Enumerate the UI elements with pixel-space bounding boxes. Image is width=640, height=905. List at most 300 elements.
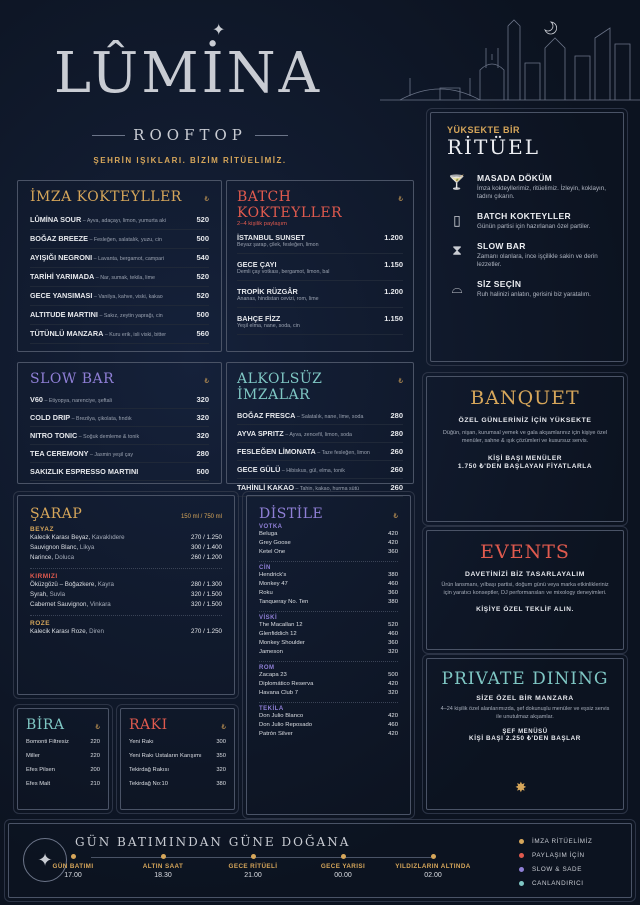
divider	[259, 611, 398, 612]
timeline-dot	[341, 854, 346, 859]
wine-origin: Kavaklıdere	[91, 534, 125, 541]
item-desc: – Vanilya, kahve, viski, kakao	[92, 294, 163, 300]
drink-name: Yeni Rakı	[129, 739, 154, 745]
ritual-item-desc: Zamanı olanlara, ince işçilikle sakin ve derin lezzetler.	[477, 253, 598, 268]
raki-list	[129, 739, 226, 795]
item-desc: Demli çay votkası, bergamot, limon, bal	[237, 269, 330, 275]
legend	[519, 834, 629, 890]
wine-name: Syrah, Suvla	[30, 591, 66, 598]
ritual-item	[447, 241, 607, 269]
wine-price: 320 / 1.500	[191, 601, 222, 608]
spirit-price: 380	[388, 599, 398, 605]
item-name: TEA CEREMONY – Jasmin yeşil çay	[30, 449, 133, 458]
menu-item	[237, 260, 403, 281]
item-price: 260	[390, 447, 403, 456]
item-price: 500	[196, 234, 209, 243]
spirit-item	[259, 549, 398, 558]
banquet-desc: Düğün, nişan, kurumsal yemek ve gala akşamlarınız için kişiye özel menüler, sahne & ışık çözümleri ve kusursuz servis.	[442, 430, 608, 444]
spirit-item	[259, 540, 398, 549]
wine-item	[30, 591, 222, 601]
distile-panel	[246, 495, 411, 815]
drink-price: 350	[216, 753, 226, 759]
slowbar-currency: ₺	[204, 378, 209, 385]
ritual-title: RİTÜEL	[447, 135, 541, 159]
spirit-group-title: TEKİLA	[259, 706, 284, 712]
item-price: 500	[196, 310, 209, 319]
timeline-step	[393, 854, 473, 879]
item-price: 520	[196, 272, 209, 281]
spirit-name: Monkey 47	[259, 581, 288, 587]
events-desc: Ürün lansmanı, yılbaşı partisi, doğum günü veya marka etkinlikleriniz için yaratıcı konseptler, DJ performansları ve mixology deneyimleri.	[441, 582, 609, 596]
raki-panel	[120, 708, 235, 810]
imza-panel	[17, 180, 222, 352]
ritual-item	[447, 279, 607, 299]
drink-price: 300	[216, 739, 226, 745]
item-price: 320	[196, 413, 209, 422]
item-name: TARİHİ YARIMADA – Nar, sumak, tekila, lime	[30, 272, 155, 281]
legend-item	[519, 848, 629, 862]
spirit-name: Don Julio Reposado	[259, 722, 313, 728]
ritual-item-desc: Günün partisi için hazırlanan özel partiler.	[477, 223, 591, 230]
spirit-name: Beluga	[259, 531, 278, 537]
menu-item-row	[237, 287, 403, 296]
wine-name: Kalecik Karası Roze, Diren	[30, 628, 104, 635]
legend-label: CANLANDIRICI	[532, 879, 584, 887]
item-desc: – Sakız, zeytin yaprağı, cin	[97, 313, 163, 319]
item-name: İSTANBUL SUNSET	[237, 233, 305, 242]
spirit-item	[259, 631, 398, 640]
item-name: NITRO TONIC – Soğuk demleme & tonik	[30, 431, 140, 440]
ritual-text	[477, 211, 591, 231]
spirit-item	[259, 640, 398, 649]
bira-list	[26, 739, 100, 795]
timeline-dot	[71, 854, 76, 859]
item-desc: Yeşil elma, nane, soda, cin	[237, 323, 300, 329]
spirit-item	[259, 581, 398, 590]
item-name: AYVA SPRITZ – Ayva, zencefil, limon, soda	[237, 429, 352, 438]
spirit-name: Ketel One	[259, 549, 286, 555]
divider	[259, 561, 398, 562]
wine-price: 260 / 1.200	[191, 554, 222, 561]
wine-origin: Doluca	[54, 554, 75, 561]
timeline-step	[33, 854, 113, 879]
item-desc: – Soğuk demleme & tonik	[77, 434, 140, 440]
item-name: ALTITUDE MARTINI – Sakız, zeytin yaprağı, cin	[30, 310, 163, 319]
spirit-price: 320	[388, 690, 398, 696]
wine-origin: Likya	[79, 544, 95, 551]
legend-item	[519, 834, 629, 848]
menu-item	[30, 391, 209, 409]
wine-origin: Diren	[89, 628, 104, 635]
item-name: BOĞAZ FRESCA – Salatalık, nane, lime, soda	[237, 411, 364, 420]
item-desc: – Hibiskus, gül, elma, tonik	[280, 468, 345, 474]
legend-dot	[519, 853, 524, 858]
timeline-time: 02.00	[424, 872, 442, 879]
ritual-text	[477, 241, 607, 269]
menu-item	[30, 306, 209, 325]
ritual-item-desc: İmza kokteyllerimiz, ritüelimiz. İzleyin, koklayın, tadını çıkarın.	[477, 185, 606, 200]
wine-origin: Suvla	[49, 591, 66, 598]
item-name: BAHÇE FİZZ	[237, 314, 281, 323]
item-desc: Ananas, hindistan cevizi, rom, lime	[237, 296, 319, 302]
item-price: 280	[196, 449, 209, 458]
divider	[259, 661, 398, 662]
drink-item	[129, 767, 226, 781]
private-subtitle: SİZE ÖZEL BİR MANZARA	[476, 695, 574, 702]
divider	[30, 568, 222, 569]
bira-currency: ₺	[95, 724, 100, 731]
item-name: TROPİK RÜZGÂR	[237, 287, 298, 296]
events-cta: KİŞİYE ÖZEL TEKLİF ALIN.	[476, 606, 574, 613]
events-subtitle: DAVETİNİZİ BİZ TASARLAYALIM	[464, 571, 586, 578]
drink-name: Bomonti Filtresiz	[26, 739, 69, 745]
timeline-time: 18.30	[154, 872, 172, 879]
drink-item	[129, 781, 226, 795]
ritual-panel	[430, 112, 624, 362]
menu-item	[237, 461, 403, 479]
ritual-list	[447, 173, 607, 299]
spirit-price: 320	[388, 649, 398, 655]
menu-item	[30, 230, 209, 249]
legend-dot	[519, 881, 524, 886]
spirit-name: The Macallan 12	[259, 622, 303, 628]
drink-item	[129, 739, 226, 753]
timeline-time: 21.00	[244, 872, 262, 879]
timeline-time: 00.00	[334, 872, 352, 879]
banquet-subtitle: ÖZEL GÜNLERİNİZ İÇİN YÜKSEKTE	[458, 417, 592, 424]
menu-item-row	[237, 314, 403, 323]
spirit-name: Monkey Shoulder	[259, 640, 305, 646]
timeline-step	[123, 854, 203, 879]
ritual-item	[447, 173, 607, 201]
spirit-price: 520	[388, 622, 398, 628]
spirit-item	[259, 590, 398, 599]
item-name: V60 – Etiyopya, narenciye, şeftali	[30, 395, 112, 404]
wine-price: 270 / 1.250	[191, 534, 222, 541]
spirit-name: Hendrick's	[259, 572, 287, 578]
menu-item	[237, 443, 403, 461]
banquet-line1: KİŞİ BAŞI MENÜLER	[487, 455, 563, 462]
spirit-name: Jameson	[259, 649, 283, 655]
item-desc: – Ayva, zencefil, limon, soda	[283, 432, 352, 438]
spirit-price: 360	[388, 549, 398, 555]
private-panel	[426, 658, 624, 810]
wine-item	[30, 628, 222, 638]
item-name: LÛMİNA SOUR – Ayva, adaçayı, limon, yumurta aki	[30, 215, 166, 224]
raki-title: RAKI	[129, 717, 168, 733]
batch-panel	[226, 180, 414, 352]
item-price: 1.150	[384, 314, 403, 323]
spirit-price: 420	[388, 681, 398, 687]
compass-icon: ✦	[23, 838, 67, 882]
spirit-item	[259, 690, 398, 699]
item-desc: – Nar, sumak, tekila, lime	[94, 275, 155, 281]
spirit-item	[259, 722, 398, 731]
drink-item	[26, 781, 100, 795]
batch-list	[237, 233, 403, 335]
legend-item	[519, 876, 629, 890]
batch-currency: ₺	[398, 196, 403, 203]
spirit-price: 360	[388, 590, 398, 596]
bottle-icon: ▯	[453, 212, 461, 228]
spirit-item	[259, 622, 398, 631]
banquet-line2: 1.750 ₺'DEN BAŞLAYAN FİYATLARLA	[457, 463, 593, 470]
item-price: 320	[196, 431, 209, 440]
private-line1: ŞEF MENÜSÜ	[502, 729, 548, 735]
brand-star-icon: ✦	[212, 22, 226, 39]
spirit-item	[259, 531, 398, 540]
item-desc: – Fesleğen, salatalık, yuzu, cin	[87, 237, 162, 243]
sarap-list	[30, 526, 222, 638]
menu-item	[30, 268, 209, 287]
legend-dot	[519, 839, 524, 844]
timeline-dot	[161, 854, 166, 859]
item-name: AYIŞIĞI NEGRONI – Lavanta, bergamot, campari	[30, 253, 165, 262]
distile-currency: ₺	[393, 513, 398, 520]
menu-item	[30, 325, 209, 344]
drink-name: Efes Pilsen	[26, 767, 55, 773]
menu-item-row	[237, 260, 403, 269]
item-price: 520	[196, 291, 209, 300]
ritual-text	[477, 173, 607, 201]
slowbar-panel	[17, 362, 222, 484]
wine-item	[30, 581, 222, 591]
menu-item	[30, 445, 209, 463]
wine-price: 270 / 1.250	[191, 628, 222, 635]
legend-label: PAYLAŞIM İÇİN	[532, 851, 585, 859]
wine-price: 320 / 1.500	[191, 591, 222, 598]
item-desc: – Lavanta, bergamot, campari	[92, 256, 165, 262]
spirit-group-title: VİSKİ	[259, 615, 278, 621]
spirit-price: 420	[388, 731, 398, 737]
alkolsuz-currency: ₺	[398, 378, 403, 385]
legend-dot	[519, 867, 524, 872]
menu-item	[30, 249, 209, 268]
spirit-item	[259, 713, 398, 722]
item-price: 280	[390, 429, 403, 438]
item-desc: – Tahin, kakao, hurma sütü	[294, 486, 360, 492]
bira-title: BİRA	[26, 717, 65, 733]
drink-item	[129, 753, 226, 767]
menu-item	[30, 211, 209, 230]
wine-price: 280 / 1.300	[191, 581, 222, 588]
spirit-item	[259, 731, 398, 740]
ritual-item	[447, 211, 607, 231]
item-desc: – Brezilya, çikolata, fındık	[70, 416, 132, 422]
item-name: GECE YANSIMASI – Vanilya, kahve, viski, kakao	[30, 291, 163, 300]
spirit-price: 360	[388, 640, 398, 646]
private-desc: 4–24 kişilik özel alanlarımızda, şef dokunuşlu menüler ve eşsiz servis ile unutulmaz akşamlar.	[440, 706, 610, 720]
menu-item	[30, 463, 209, 481]
item-desc: – Kuru erik, isli viski, bitter	[103, 332, 167, 338]
spirit-price: 460	[388, 722, 398, 728]
spirit-name: Havana Club 7	[259, 690, 298, 696]
spirit-item	[259, 649, 398, 658]
spirit-name: Diplomático Reserva	[259, 681, 314, 687]
spirit-group-title: VOTKA	[259, 524, 283, 530]
sarap-unit: 150 ml / 750 ml	[180, 514, 222, 520]
private-line2: KİŞİ BAŞI 2.250 ₺'DEN BAŞLAR	[469, 735, 581, 742]
slowbar-title: SLOW BAR	[30, 371, 115, 387]
wine-item	[30, 534, 222, 544]
timeline-panel	[8, 823, 632, 898]
wine-item	[30, 544, 222, 554]
spirit-price: 460	[388, 631, 398, 637]
menu-item-row	[237, 233, 403, 242]
drink-name: Miller	[26, 753, 40, 759]
menu-item	[30, 287, 209, 306]
slowbar-list	[30, 391, 209, 481]
timeline-step	[303, 854, 383, 879]
spirit-name: Don Julio Blanco	[259, 713, 304, 719]
ferris-wheel-icon: ✸	[515, 779, 527, 795]
drink-item	[26, 739, 100, 753]
spirit-name: Roku	[259, 590, 273, 596]
spirit-price: 420	[388, 531, 398, 537]
menu-item	[237, 407, 403, 425]
imza-currency: ₺	[204, 196, 209, 203]
spirit-name: Glenfiddich 12	[259, 631, 297, 637]
menu-item	[30, 409, 209, 427]
timeline-dot	[431, 854, 436, 859]
item-name: BOĞAZ BREEZE – Fesleğen, salatalık, yuzu, cin	[30, 234, 162, 243]
alkolsuz-title: ALKOLSÜZ İMZALAR	[237, 371, 323, 403]
events-panel	[426, 530, 624, 650]
cloche-icon: ⌓	[451, 280, 463, 296]
brand-tagline: ŞEHRİN IŞIKLARI. BİZİM RİTÜELİMİZ.	[93, 156, 287, 165]
raki-currency: ₺	[221, 724, 226, 731]
item-desc: – Etiyopya, narenciye, şeftali	[42, 398, 112, 404]
sarap-title: ŞARAP	[30, 506, 83, 522]
wine-name: Cabernet Sauvignon, Vinkara	[30, 601, 111, 608]
ritual-item-desc: Ruh halinizi anlatın, gerisini biz yaratalım.	[477, 291, 591, 298]
spirit-group-title: ROM	[259, 665, 275, 671]
drink-price: 380	[216, 781, 226, 787]
item-price: 1.150	[384, 260, 403, 269]
legend-item	[519, 862, 629, 876]
ritual-item-title: SİZ SEÇİN	[477, 279, 522, 289]
drink-price: 320	[216, 767, 226, 773]
item-name: GECE ÇAYI	[237, 260, 277, 269]
drink-name: Efes Malt	[26, 781, 51, 787]
item-price: 560	[196, 329, 209, 338]
wine-price: 300 / 1.400	[191, 544, 222, 551]
timeline-step	[213, 854, 293, 879]
spirit-price: 380	[388, 572, 398, 578]
menu-item	[30, 427, 209, 445]
spirit-item	[259, 572, 398, 581]
item-price: 320	[196, 395, 209, 404]
spirit-price: 500	[388, 672, 398, 678]
wine-item	[30, 554, 222, 564]
item-price: 280	[390, 411, 403, 420]
menu-item	[237, 287, 403, 308]
banquet-title: BANQUET	[470, 387, 580, 409]
wine-group-title: KIRMIZI	[30, 573, 58, 580]
banquet-panel	[426, 376, 624, 522]
item-price: 1.200	[384, 287, 403, 296]
item-price: 520	[196, 215, 209, 224]
timeline-label: YILDIZLARIN ALTINDA	[395, 863, 471, 870]
drink-price: 200	[90, 767, 100, 773]
item-name: COLD DRIP – Brezilya, çikolata, fındık	[30, 413, 132, 422]
wine-group-title: ROZE	[30, 620, 51, 627]
spirit-item	[259, 681, 398, 690]
item-price: 500	[196, 467, 209, 476]
wine-origin: Kayra	[97, 581, 114, 588]
item-desc: – Jasmin yeşil çay	[88, 452, 133, 458]
wine-name: Narince, Doluca	[30, 554, 75, 561]
timeline-time: 17.00	[64, 872, 82, 879]
timeline-label: GECE YARISI	[320, 863, 366, 870]
batch-subtitle: 2–4 kişilik paylaşım	[237, 221, 287, 227]
timeline-steps	[52, 854, 471, 894]
spirit-name: Patrón Silver	[259, 731, 293, 737]
spirit-price: 420	[388, 713, 398, 719]
menu-item	[237, 233, 403, 254]
brand-subtitle: ROOFTOP	[92, 126, 288, 144]
item-name: TAHİNLİ KAKAO – Tahin, kakao, hurma sütü	[237, 483, 360, 492]
divider	[30, 615, 222, 616]
alkolsuz-list	[237, 407, 403, 497]
sarap-panel	[17, 495, 235, 695]
item-name: GECE GÜLÜ – Hibiskus, gül, elma, tonik	[237, 465, 345, 474]
wine-item	[30, 601, 222, 611]
item-price: 1.200	[384, 233, 403, 242]
brand-title: LÛMİNA	[53, 41, 323, 106]
pouring-glass-icon: 🍸	[448, 174, 466, 190]
item-price: 260	[390, 465, 403, 474]
divider	[259, 702, 398, 703]
alkolsuz-panel	[226, 362, 414, 492]
spirit-group-title: CİN	[259, 565, 271, 571]
batch-title: BATCH KOKTEYLLER	[237, 189, 343, 221]
timeline-label: GECE RİTÜELİ	[228, 863, 278, 870]
drink-price: 220	[90, 739, 100, 745]
skyline-illustration	[380, 8, 640, 108]
item-price: 260	[390, 483, 403, 492]
item-desc: – Salatalık, nane, lime, soda	[295, 414, 364, 420]
spirit-price: 460	[388, 581, 398, 587]
spirit-item	[259, 599, 398, 608]
drink-name: Tekirdağ No:10	[129, 781, 168, 787]
ritual-item-title: BATCH KOKTEYLLER	[477, 211, 571, 221]
drink-price: 210	[90, 781, 100, 787]
ritual-kicker: YÜKSEKTE BİR	[447, 125, 521, 135]
menu-item	[237, 425, 403, 443]
imza-list	[30, 211, 209, 344]
item-desc: – Ayva, adaçayı, limon, yumurta aki	[81, 218, 166, 224]
timeline-title: GÜN BATIMINDAN GÜNE DOĞANA	[75, 835, 351, 849]
item-name: SAKIZLIK ESPRESSO MARTINI	[30, 467, 139, 476]
wine-name: Öküzgözü – Boğazkere, Kayra	[30, 581, 114, 588]
timeline-label: GÜN BATIMI	[52, 863, 94, 870]
wine-group-title: BEYAZ	[30, 526, 54, 533]
item-price: 540	[196, 253, 209, 262]
item-name: TÜTÜNLÜ MANZARA – Kuru erik, isli viski, bitter	[30, 329, 167, 338]
drink-item	[26, 753, 100, 767]
spirit-name: Zacapa 23	[259, 672, 287, 678]
distile-title: DİSTİLE	[259, 506, 324, 522]
wine-origin: Vinkara	[89, 601, 111, 608]
bira-panel	[17, 708, 109, 810]
item-desc: Beyaz şarap, çilek, fesleğen, limon	[237, 242, 319, 248]
distile-list	[259, 524, 398, 740]
ritual-item-title: MASADA DÖKÜM	[477, 173, 553, 183]
spirit-name: Grey Goose	[259, 540, 291, 546]
menu-item	[237, 314, 403, 335]
events-title: EVENTS	[480, 541, 570, 563]
